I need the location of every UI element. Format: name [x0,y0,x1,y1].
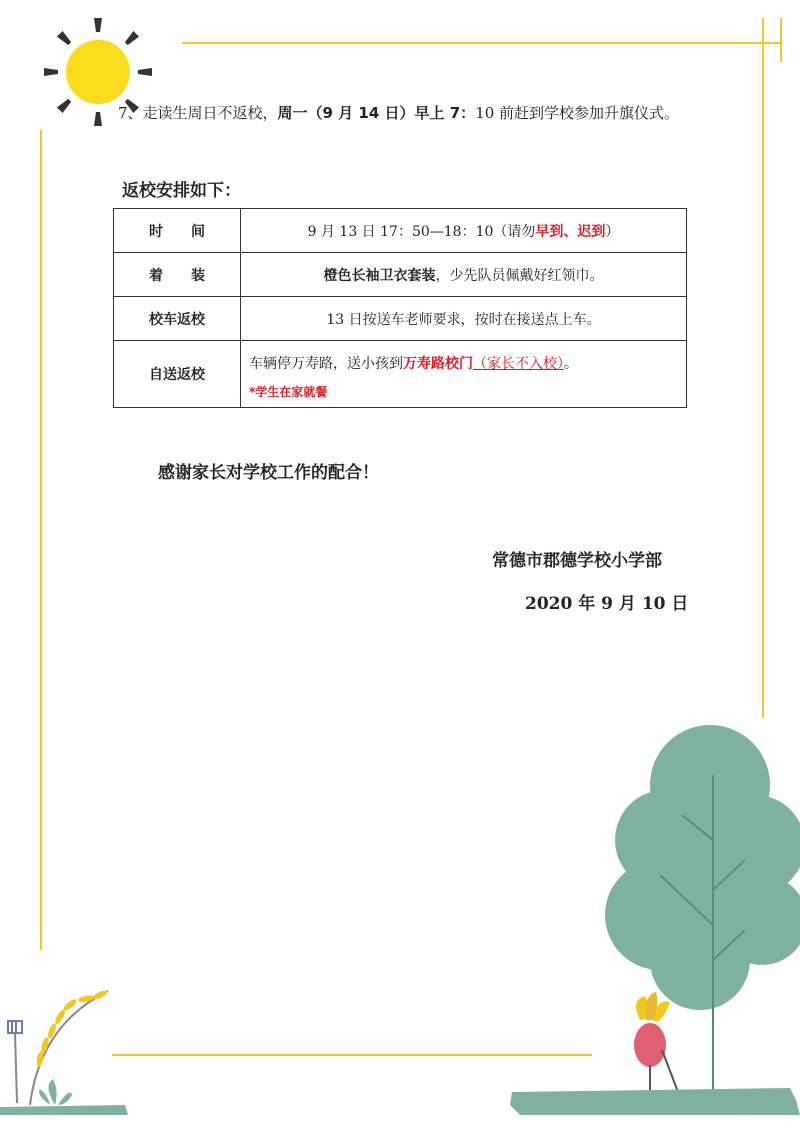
row-value-bus: 13 日按送车老师要求，按时在接送点上车。 [241,297,687,341]
grass-strip-icon [510,1088,800,1115]
late-label: 迟到 [577,223,606,240]
parents-note: （家长不入校） [473,356,564,372]
right-frame-line [762,18,764,718]
top-frame-line [182,42,782,44]
gate-name: 万寿路校门 [403,356,473,372]
sprout-icon [39,1079,72,1105]
tree-icon [605,725,800,1010]
signature: 常德市郡德学校小学部 [492,551,662,571]
table-row [114,341,687,408]
notice-prefix: 7、走读生周日不返校， [118,104,278,122]
dress-bold: 橙色长袖卫衣套装 [323,267,436,284]
left-frame-line [40,130,42,950]
flower-icon [8,1021,22,1103]
sun-icon [66,40,130,104]
row-value-dress: 橙色长袖卫衣套装，少先队员佩戴好红领巾。 [241,253,687,297]
row-label-dress: 着 装 [114,253,241,297]
row-value-self: 车辆停万寿路，送小孩到万寿路校门（家长不入校）。 *学生在家就餐 [241,341,687,408]
table-row [114,297,687,341]
meal-note: *学生在家就餐 [249,385,328,399]
ground-strip [0,1105,128,1115]
row-label-time: 时 间 [114,209,241,253]
notice-item-7 [118,102,679,123]
wheat-icon [30,989,109,1105]
thanks-text: 感谢家长对学校工作的配合！ [158,463,379,483]
row-value-time: 9 月 13 日 17：50—18：10（请勿早到、迟到） [241,209,687,253]
radish-icon [634,992,678,1092]
plant-illustration [0,985,130,1115]
tree-illustration [500,720,800,1130]
notice-bold: 周一（9 月 14 日）早上 7： [277,104,476,122]
row-label-bus: 校车返校 [114,297,241,341]
section-title: 返校安排如下： [122,181,241,201]
date: 2020 年 9 月 10 日 [525,594,689,614]
notice-suffix: 10 前赶到学校参加升旗仪式。 [475,104,680,122]
table-row [114,253,687,297]
early-label: 早到 [535,223,564,240]
right-frame-line-outer [780,18,782,62]
table-row [114,209,687,253]
row-label-self: 自送返校 [114,341,241,408]
return-arrangement-table [113,208,687,408]
